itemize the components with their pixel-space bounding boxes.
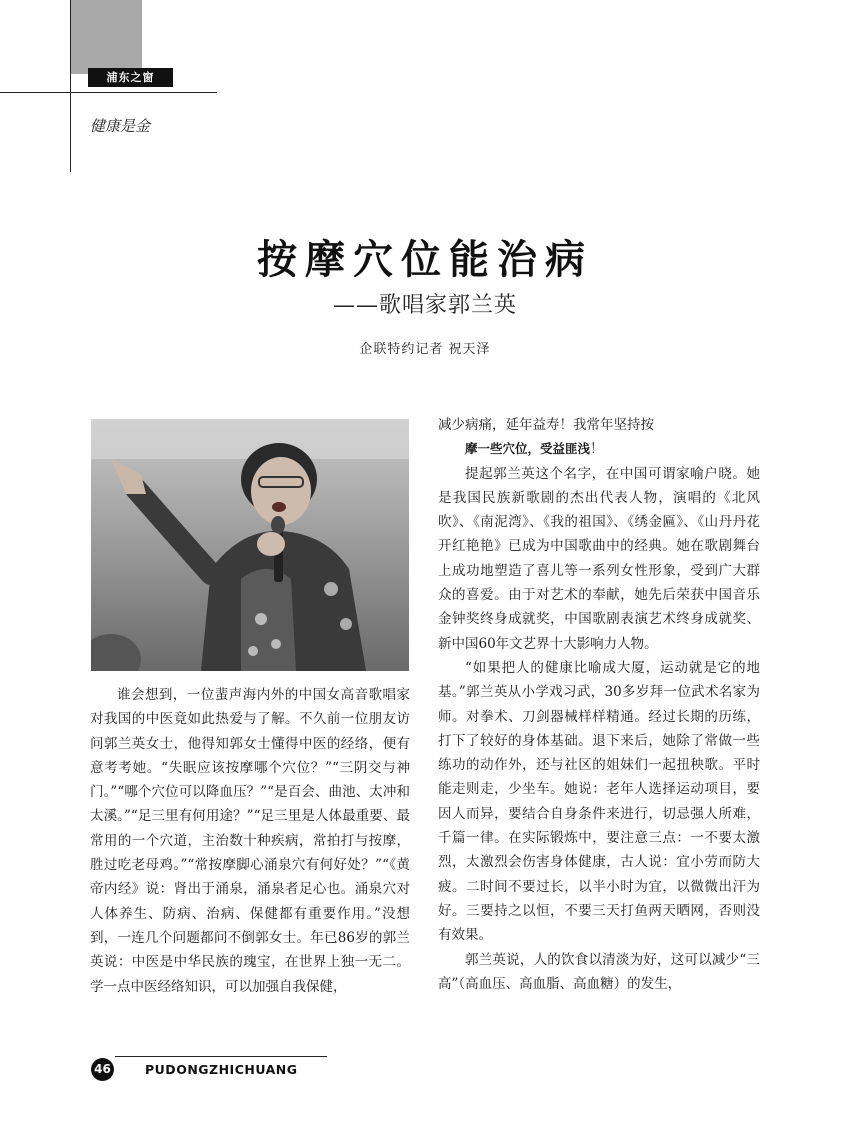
right-paragraph-2: “如果把人的健康比喻成大厦，运动就是它的地基。”郭兰英从小学戏习武，30多岁拜一位武术名家为师。对拳术、刀剑器械样样精通。经过长期的历练，打下了较好的身体基础。退下来后，她除了常做一些练功的动作外，还与社区的姐妹们一起扭秧歌。平时能走则走，少坐车。她说：老年人选择运动项目，要因人而异，要结合自身条件来进行，切忌强人所难，千篇一律。在实际锻炼中，要注意三点：一不要太激烈，太激烈会伤害身体健康，古人说：宜小劳而防大疲。二时间不要过长，以半小时为宜，以微微出汗为好。三要持之以恒，不要三天打鱼两天晒网，否则没有效果。 xyxy=(438,659,760,944)
right-bold-tail: ！ xyxy=(590,441,604,458)
article-byline: 企联特约记者 祝天泽 xyxy=(359,342,491,357)
article-title: 按摩穴位能治病 xyxy=(257,237,593,283)
right-column xyxy=(438,413,760,996)
left-column xyxy=(90,683,410,999)
left-paragraph-1: 谁会想到，一位蜚声海内外的中国女高音歌唱家对我国的中医竟如此热爱与了解。不久前一位朋友访问郭兰英女士，他得知郭女士懂得中医的经络，便有意考考她。“失眠应该按摩哪个穴位？”“三阴交与神门。”“哪个穴位可以降血压？”“是百会、曲池、太冲和太溪。”“足三里有何用途？”“足三里是人体最重要、最常用的一个穴道，主治数十种疾病，常拍打与按摩，胜过吃老母鸡。”“常按摩脚心涌泉穴有何好处？”“《黄帝内经》说：肾出于涌泉，涌泉者足心也。涌泉穴对人体养生、防病、治病、保健都有重要作用。”没想到，一连几个问题都问不倒郭女士。年已86岁的郭兰英说：中医是中华民族的瑰宝，在世界上独一无二。学一点中医经络知识，可以加强自我保健， xyxy=(90,687,410,995)
section-name: 健康是金 xyxy=(90,117,151,135)
header-gray-block xyxy=(70,0,142,74)
right-paragraph-3: 郭兰英说，人的饮食以清淡为好，这可以减少“三高”（高血压、高血脂、高血糖）的发生， xyxy=(438,951,760,992)
footer-rule xyxy=(115,1056,327,1057)
right-intro-text: 减少病痛，延年益寿！我常年坚持按 xyxy=(438,417,654,433)
header-horizontal-rule xyxy=(0,92,217,93)
right-bold-text: 摩一些穴位，受益匪浅 xyxy=(465,441,591,457)
right-bold-line xyxy=(438,437,760,461)
page-number: 46 xyxy=(91,1058,114,1081)
column-name-badge: 浦东之窗 xyxy=(88,68,173,87)
singer-photo-illustration xyxy=(91,419,409,671)
right-intro-paragraph xyxy=(438,413,760,437)
header-vertical-rule xyxy=(70,0,71,172)
article-subtitle: ——歌唱家郭兰英 xyxy=(332,293,517,318)
right-paragraph-1: 提起郭兰英这个名字，在中国可谓家喻户晓。她是我国民族新歌剧的杰出代表人物，演唱的《北风吹》、《南泥湾》、《我的祖国》、《绣金匾》、《山丹丹花开红艳艳》已成为中国歌曲中的经典。她在歌剧舞台上成功地塑造了喜儿等一系列女性形象，受到广大群众的喜爱。由于对艺术的奉献，她先后荣获中国音乐金钟奖终身成就奖，中国歌剧表演艺术终身成就奖、新中国60年文艺界十大影响力人物。 xyxy=(438,465,760,652)
magazine-name: PUDONGZHICHUANG xyxy=(145,1062,298,1077)
singer-photo xyxy=(91,419,409,671)
